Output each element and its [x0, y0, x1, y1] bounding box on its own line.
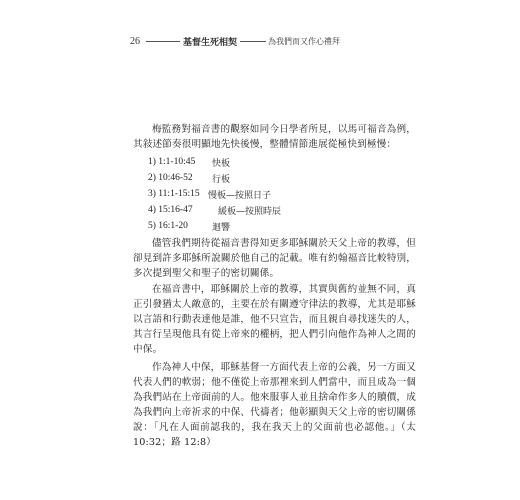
- list-item-ref: 3) 11:1-15:15: [148, 189, 200, 199]
- header-rule-left: [146, 41, 180, 42]
- list-item: [148, 170, 418, 186]
- list-item-desc: 快板: [212, 158, 231, 169]
- list-item-desc: 迴響: [212, 222, 231, 233]
- list-item-desc: 慢板—按照日子: [208, 190, 272, 201]
- header-subtitle: 為我們而又作心禮拜: [268, 36, 341, 46]
- list-item-ref: 2) 10:46-52: [148, 173, 193, 183]
- page-number: 26: [130, 35, 140, 47]
- header-rule-right: [240, 41, 266, 42]
- list-item-ref: 1) 1:1-10:45: [148, 157, 196, 167]
- list-item: [148, 218, 418, 234]
- list-item: [148, 202, 418, 218]
- running-header: [130, 33, 430, 49]
- list-item-ref: 4) 15:16-47: [148, 205, 193, 215]
- list-item: [148, 186, 418, 202]
- paragraph-teaching: 儘管我們期待從福音書得知更多耶穌關於天父上帝的教導，但卻見到許多耶穌所說關於他自己的記載。唯有約翰福音比較特別，多次提到聖父和聖子的密切關係。: [133, 238, 416, 279]
- gospel-tempo-list: [148, 154, 418, 234]
- paragraph-authority: 在福音書中，耶穌關於上帝的教導，其實與舊約並無不同，真正引發猶太人敵意的，主要在於有關遵守律法的教導，尤其是耶穌以言語和行動表達他是誰，他不只宣告，而且親自尋找迷失的人，其言行呈現他具有從上帝來的權柄，把人們引向他作為神人之間的中保。: [133, 284, 416, 355]
- list-item-desc: 緩板—按照時辰: [218, 206, 282, 217]
- list-item-ref: 5) 16:1-20: [148, 221, 188, 231]
- paragraph-mediator: 作為神人中保，耶穌基督一方面代表上帝的公義，另一方面又代表人們的軟弱；他不僅從上帝那裡來到人們當中，而且成為一個為我們站在上帝面前的人。他來服事人並且捨命作多人的贖價，成為我們向上帝祈求的中保、代禱者；他彰顯與天父上帝的密切關係說：「凡在人面前認我的，我在我天上的父面前也必認他。」（太 10:32；路 12:8）: [133, 362, 416, 448]
- book-title: 基督生死相契: [183, 37, 238, 48]
- list-item: [148, 154, 418, 170]
- paragraph-intro: 梅監務對福音書的觀察如同今日學者所見，以馬可福音為例，其敍述節奏很明顯地先快後慢，整體情節進展從極快到極慢：: [133, 124, 416, 150]
- list-item-desc: 行板: [212, 174, 231, 185]
